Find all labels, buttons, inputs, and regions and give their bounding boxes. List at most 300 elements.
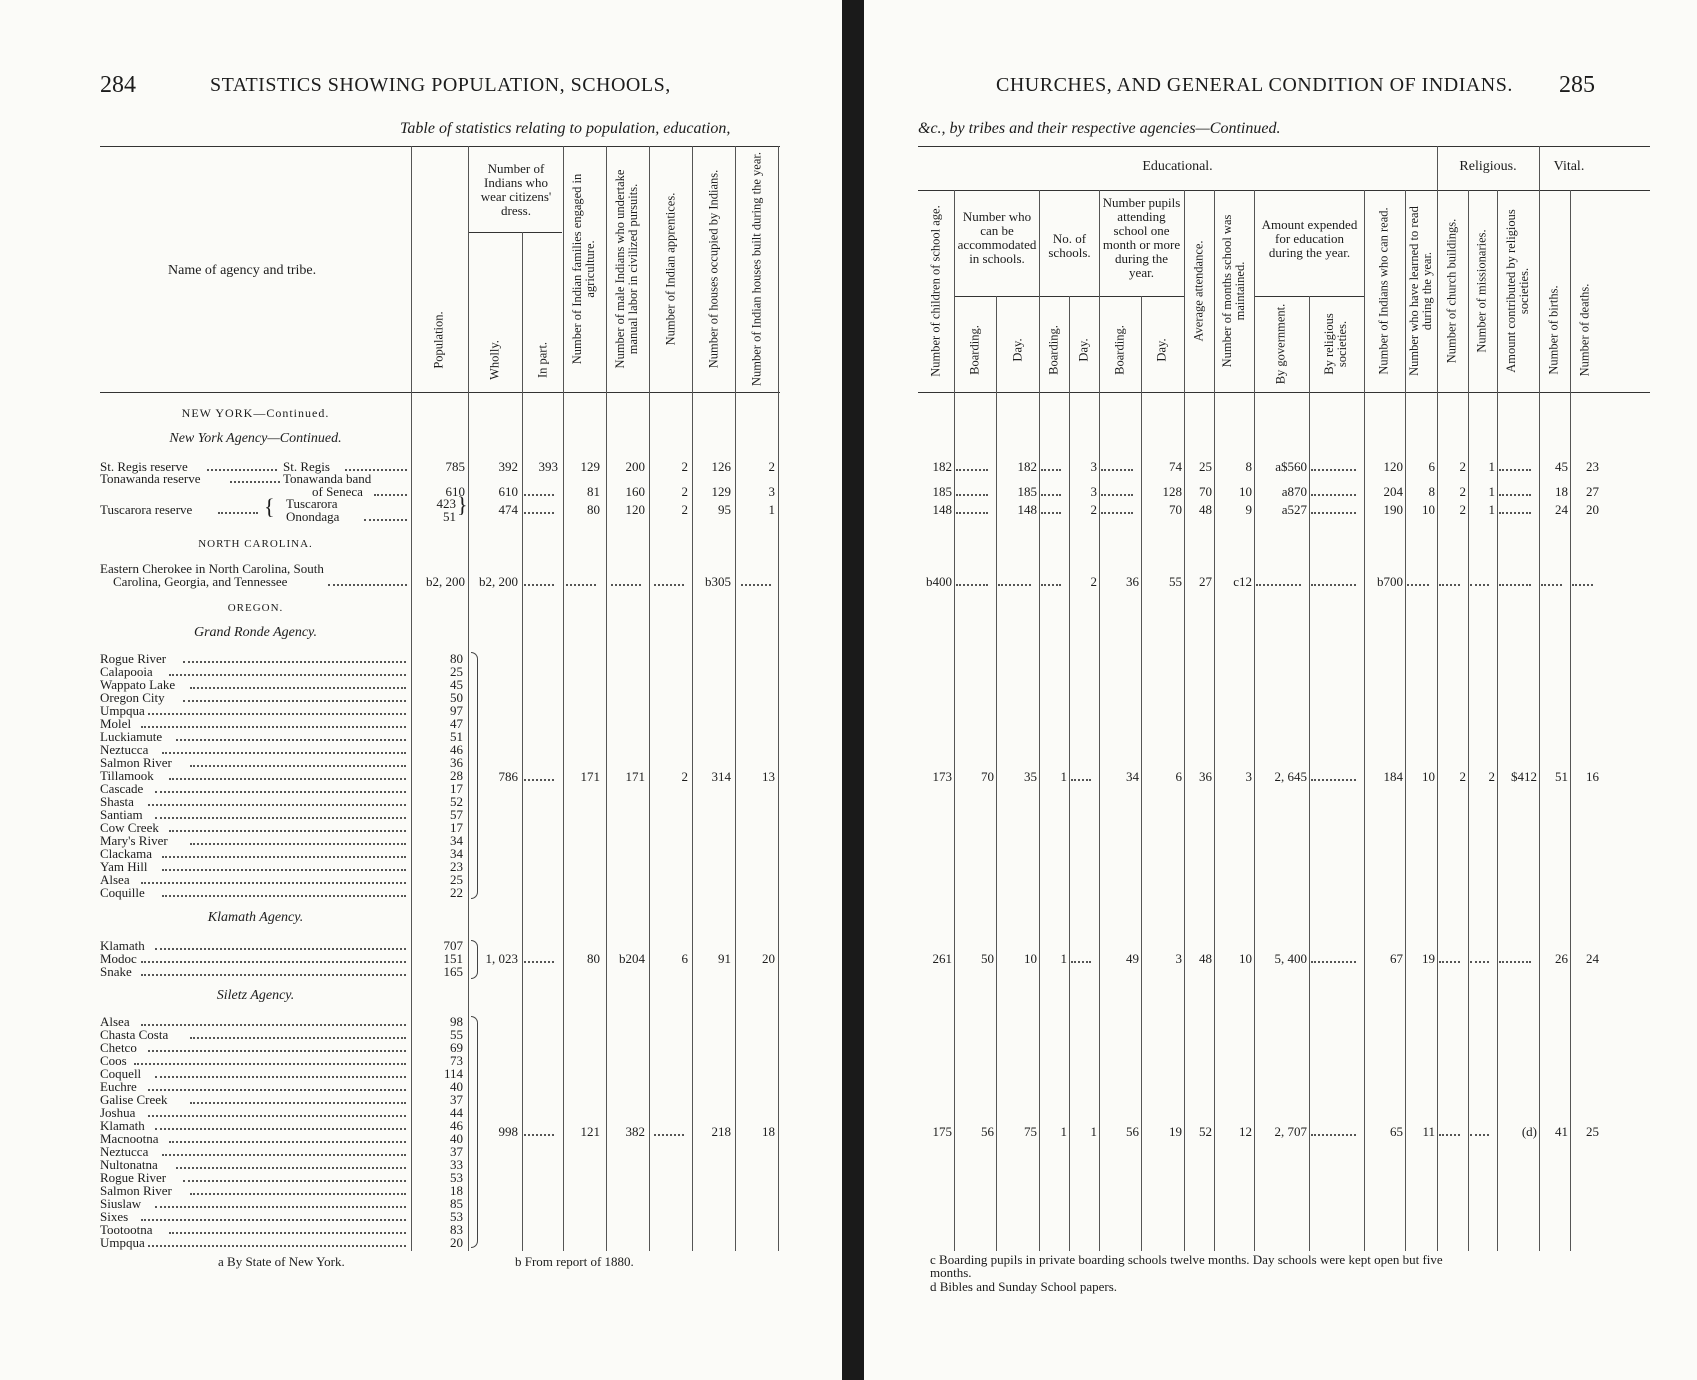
tribe-name: Mary's River xyxy=(100,833,168,848)
leader-dots xyxy=(190,843,406,845)
leader-dots xyxy=(155,1128,406,1130)
leader-dots xyxy=(148,804,406,806)
value-cell: 126 xyxy=(711,459,731,474)
leader-dots xyxy=(1071,779,1091,781)
male-labor-header: Number of male Indians who undertake manual labor in civilized pursuits. xyxy=(613,169,640,369)
leader-dots xyxy=(169,1141,406,1143)
value-cell: 23 xyxy=(1586,459,1599,474)
leader-dots xyxy=(183,661,406,663)
stregis-tribe: St. Regis xyxy=(283,459,330,474)
leader-dots xyxy=(1311,584,1356,586)
value-cell: 18 xyxy=(762,1124,775,1139)
left-page xyxy=(0,0,842,1380)
schools-header: No. of schools. xyxy=(1048,231,1091,260)
population-cell: 50 xyxy=(450,690,463,705)
value-cell: 1 xyxy=(1488,459,1495,474)
cherokee-name: Eastern Cherokee in North Carolina, South xyxy=(100,561,324,576)
leader-dots xyxy=(1439,584,1460,586)
value-cell: 998 xyxy=(498,1124,518,1139)
value-cell: 27 xyxy=(1199,574,1212,589)
population-cell: 51 xyxy=(443,509,456,524)
running-title: STATISTICS SHOWING POPULATION, SCHOOLS, xyxy=(210,74,671,96)
value-cell: 314 xyxy=(711,769,731,784)
tonawanda-reserve: Tonawanda reserve xyxy=(100,471,201,486)
value-cell: 171 xyxy=(580,769,600,784)
tribe-name: Luckiamute xyxy=(100,729,163,744)
value-cell: 24 xyxy=(1586,951,1599,966)
tribe-name: Coos xyxy=(100,1053,127,1068)
value-cell: 3 xyxy=(768,484,775,499)
boarding-header: Boarding. xyxy=(967,325,982,375)
value-cell: 34 xyxy=(1126,769,1139,784)
tribe-name: Snake xyxy=(100,964,132,979)
day-header: Day. xyxy=(1076,338,1091,362)
value-cell: 2 xyxy=(1090,502,1097,517)
leader-dots xyxy=(162,895,406,897)
tribe-name: Rogue River xyxy=(100,651,167,666)
leader-dots xyxy=(207,469,277,471)
leader-dots xyxy=(141,1024,406,1026)
value-cell: 81 xyxy=(587,484,600,499)
leader-dots xyxy=(162,752,406,754)
value-cell: 36 xyxy=(1199,769,1212,784)
leader-dots xyxy=(956,512,988,514)
tribe-name: Euchre xyxy=(100,1079,137,1094)
col-rule xyxy=(411,146,412,1251)
siletz-brace xyxy=(471,1016,478,1248)
leader-dots xyxy=(566,584,596,586)
value-cell: 128 xyxy=(1162,484,1182,499)
header-bottom-rule xyxy=(100,392,780,393)
value-cell: 10 xyxy=(1422,769,1435,784)
col-rule xyxy=(735,146,736,1251)
value-cell: 6 xyxy=(681,951,688,966)
value-cell: 13 xyxy=(762,769,775,784)
leader-dots xyxy=(654,1134,684,1136)
leader-dots xyxy=(524,779,554,781)
table-top-rule xyxy=(100,146,780,147)
tribe-name: Shasta xyxy=(100,794,134,809)
leader-dots xyxy=(169,674,406,676)
grand-ronde-brace xyxy=(471,652,478,899)
wholly-header: Wholly. xyxy=(487,340,502,380)
footnote-c: c Boarding pupils in private boarding schools twelve months. Day schools were kept open but five xyxy=(930,1252,1443,1267)
population-cell: 73 xyxy=(450,1053,463,1068)
tribe-name: Alsea xyxy=(100,872,130,887)
page-number: 285 xyxy=(1559,72,1595,98)
value-cell: 70 xyxy=(981,769,994,784)
can-read-header: Number of Indians who can read. xyxy=(1376,207,1391,375)
apprentices-header: Number of Indian apprentices. xyxy=(663,192,678,346)
value-cell: 1 xyxy=(1090,1124,1097,1139)
cherokee-name-2: Carolina, Georgia, and Tennessee xyxy=(113,574,288,589)
population-cell: 51 xyxy=(450,729,463,744)
tribe-name: Chetco xyxy=(100,1040,137,1055)
population-cell: 22 xyxy=(450,885,463,900)
value-cell: 75 xyxy=(1024,1124,1037,1139)
population-cell: 707 xyxy=(443,938,463,953)
population-cell: 34 xyxy=(450,846,463,861)
header-bottom-rule xyxy=(918,392,1650,393)
leader-dots xyxy=(956,584,988,586)
value-cell: 610 xyxy=(498,484,518,499)
value-cell: 35 xyxy=(1024,769,1037,784)
value-cell: 41 xyxy=(1555,1124,1568,1139)
value-cell: 10 xyxy=(1239,951,1252,966)
leader-dots xyxy=(190,765,406,767)
leader-dots xyxy=(190,1037,406,1039)
leader-dots xyxy=(524,512,554,514)
tribe-name: Coquille xyxy=(100,885,145,900)
col-rule xyxy=(1141,296,1142,1251)
value-cell: 45 xyxy=(1555,459,1568,474)
by-government-header: By government. xyxy=(1273,303,1288,385)
leader-dots xyxy=(183,1180,406,1182)
leader-dots xyxy=(155,1206,406,1208)
tribe-name: Klamath xyxy=(100,1118,145,1133)
value-cell: 6 xyxy=(1428,459,1435,474)
table-subtitle: &c., by tribes and their respective agencies—Continued. xyxy=(918,120,1281,137)
leader-dots xyxy=(1311,512,1356,514)
population-cell: 17 xyxy=(450,781,463,796)
footnote-a: a By State of New York. xyxy=(218,1254,345,1269)
value-cell: 56 xyxy=(1126,1124,1139,1139)
vital-header: Vital. xyxy=(1553,159,1585,174)
citizens-dress-rule xyxy=(469,232,562,233)
religious-header: Religious. xyxy=(1459,159,1517,174)
value-cell: 2, 645 xyxy=(1274,769,1307,784)
footnote-d: d Bibles and Sunday School papers. xyxy=(930,1279,1118,1294)
value-cell: 1 xyxy=(1060,769,1067,784)
leader-dots xyxy=(1541,584,1562,586)
population-cell: 46 xyxy=(450,742,463,757)
value-cell: c12 xyxy=(1233,574,1252,589)
tribe-name: Cow Creek xyxy=(100,820,159,835)
value-cell: 25 xyxy=(1199,459,1212,474)
sub-rule xyxy=(954,296,1122,297)
value-cell: 6 xyxy=(1175,769,1182,784)
population-cell: 80 xyxy=(450,651,463,666)
value-cell: 8 xyxy=(1245,459,1252,474)
leader-dots xyxy=(1470,584,1489,586)
tribe-name: Neztucca xyxy=(100,1144,149,1159)
leader-dots xyxy=(956,494,988,496)
leader-dots xyxy=(1499,494,1531,496)
population-cell: 97 xyxy=(450,703,463,718)
value-cell: 70 xyxy=(1169,502,1182,517)
population-cell: 83 xyxy=(450,1222,463,1237)
tribe-name: Sixes xyxy=(100,1209,129,1224)
tribe-name: Tootootna xyxy=(100,1222,153,1237)
col-rule xyxy=(1539,146,1540,1251)
population-cell: 57 xyxy=(450,807,463,822)
leader-dots xyxy=(1311,494,1356,496)
value-cell: 184 xyxy=(1383,769,1403,784)
attending-header: Number pupils attending school one month or more during the year. xyxy=(1102,195,1181,280)
value-cell: 10 xyxy=(1422,502,1435,517)
table-subtitle: Table of statistics relating to population, education, xyxy=(400,120,731,137)
leader-dots xyxy=(1407,584,1429,586)
leader-dots xyxy=(1499,584,1531,586)
births-header: Number of births. xyxy=(1546,285,1561,375)
value-cell: 185 xyxy=(1017,484,1037,499)
leader-dots xyxy=(524,961,554,963)
col-rule xyxy=(1437,146,1438,1251)
leader-dots xyxy=(176,739,406,741)
tribe-name: Modoc xyxy=(100,951,137,966)
leader-dots xyxy=(956,469,988,471)
leader-dots xyxy=(162,1154,406,1156)
houses-occupied-header: Number of houses occupied by Indians. xyxy=(706,169,721,369)
learned-read-header: Number who have learned to read during the year. xyxy=(1407,206,1434,376)
value-cell: b400 xyxy=(926,574,952,589)
value-cell: a$560 xyxy=(1275,459,1307,474)
leader-dots xyxy=(155,817,406,819)
leader-dots xyxy=(190,1193,406,1195)
accommodated-header: Number who can be accommodated in schools. xyxy=(957,209,1037,266)
population-cell: 98 xyxy=(450,1014,463,1029)
population-cell: 28 xyxy=(450,768,463,783)
leader-dots xyxy=(169,1232,406,1234)
leader-dots xyxy=(1071,961,1091,963)
value-cell: $412 xyxy=(1511,769,1537,784)
col-rule xyxy=(522,232,523,1251)
value-cell: 1 xyxy=(1488,502,1495,517)
value-cell: 70 xyxy=(1199,484,1212,499)
leader-dots xyxy=(1041,469,1061,471)
tribe-name: Tillamook xyxy=(100,768,154,783)
leader-dots xyxy=(183,700,406,702)
value-cell: 182 xyxy=(932,459,952,474)
population-cell: 20 xyxy=(450,1235,463,1250)
sub-rule xyxy=(1100,296,1184,297)
population-cell: 25 xyxy=(450,872,463,887)
value-cell: 67 xyxy=(1390,951,1403,966)
col-rule xyxy=(1254,190,1255,1251)
group-rule xyxy=(918,190,1650,191)
leader-dots xyxy=(230,481,280,483)
educational-header: Educational. xyxy=(1142,159,1213,174)
leader-dots xyxy=(1439,1134,1460,1136)
value-cell: 56 xyxy=(981,1124,994,1139)
population-cell: b2, 200 xyxy=(426,574,465,589)
day-header: Day. xyxy=(1154,338,1169,362)
leader-dots xyxy=(155,948,406,950)
tribe-name: Alsea xyxy=(100,1014,130,1029)
tuscarora-tribe: Tuscarora xyxy=(286,496,338,511)
footnote-c-cont: months. xyxy=(930,1265,972,1280)
population-cell: 33 xyxy=(450,1157,463,1172)
tribe-name: Umpqua xyxy=(100,703,145,718)
value-cell: 171 xyxy=(625,769,645,784)
population-cell: 18 xyxy=(450,1183,463,1198)
value-cell: 382 xyxy=(625,1124,645,1139)
tribe-name: Yam Hill xyxy=(100,859,148,874)
value-cell: 2 xyxy=(1459,459,1466,474)
population-cell: 37 xyxy=(450,1144,463,1159)
value-cell: 129 xyxy=(711,484,731,499)
tribe-name: Salmon River xyxy=(100,1183,172,1198)
col-rule xyxy=(996,296,997,1251)
value-cell: 3 xyxy=(1090,459,1097,474)
population-header: Population. xyxy=(431,311,446,369)
leader-dots xyxy=(141,726,406,728)
leader-dots xyxy=(218,512,258,514)
leader-dots xyxy=(148,1050,406,1052)
population-cell: 45 xyxy=(450,677,463,692)
brace: { xyxy=(264,494,275,519)
value-cell: 80 xyxy=(587,502,600,517)
leader-dots xyxy=(1311,1134,1356,1136)
children-school-age-header: Number of children of school age. xyxy=(928,205,943,377)
value-cell: 204 xyxy=(1383,484,1403,499)
col-rule xyxy=(1099,190,1100,1251)
col-rule xyxy=(1039,190,1040,1251)
section-grand-ronde: Grand Ronde Agency. xyxy=(194,625,317,640)
value-cell: 5, 400 xyxy=(1274,951,1307,966)
population-cell: 610 xyxy=(445,484,465,499)
leader-dots xyxy=(1041,494,1061,496)
section-new-york: NEW YORK—Continued. xyxy=(181,406,330,420)
missionaries-header: Number of missionaries. xyxy=(1474,229,1489,353)
citizens-dress-header: Number of Indians who wear citizens' dress. xyxy=(480,161,552,218)
leader-dots xyxy=(148,713,406,715)
value-cell: b305 xyxy=(705,574,731,589)
population-cell: 40 xyxy=(450,1131,463,1146)
value-cell: 2 xyxy=(1090,574,1097,589)
value-cell: 48 xyxy=(1199,951,1212,966)
day-header: Day. xyxy=(1010,338,1025,362)
leader-dots xyxy=(141,1219,406,1221)
value-cell: 148 xyxy=(1017,502,1037,517)
leader-dots xyxy=(1499,469,1531,471)
tribe-name: Macnootna xyxy=(100,1131,159,1146)
table-top-rule xyxy=(918,146,1650,147)
value-cell: 9 xyxy=(1245,502,1252,517)
population-cell: 36 xyxy=(450,755,463,770)
value-cell: 2, 707 xyxy=(1274,1124,1307,1139)
value-cell: 19 xyxy=(1169,1124,1182,1139)
value-cell: 182 xyxy=(1017,459,1037,474)
value-cell: 10 xyxy=(1239,484,1252,499)
col-rule xyxy=(1184,190,1185,1251)
leader-dots xyxy=(176,1167,406,1169)
population-cell: 17 xyxy=(450,820,463,835)
value-cell: 148 xyxy=(932,502,952,517)
tribe-name: Joshua xyxy=(100,1105,136,1120)
col-rule xyxy=(1309,296,1310,1251)
leader-dots xyxy=(1311,779,1356,781)
value-cell: 160 xyxy=(625,484,645,499)
value-cell: 120 xyxy=(1383,459,1403,474)
population-cell: 37 xyxy=(450,1092,463,1107)
leader-dots xyxy=(190,1102,406,1104)
col-rule xyxy=(954,190,955,1251)
leader-dots xyxy=(155,1076,406,1078)
col-rule xyxy=(1570,190,1571,1251)
value-cell: 1 xyxy=(1488,484,1495,499)
leader-dots xyxy=(141,882,406,884)
population-cell: 52 xyxy=(450,794,463,809)
leader-dots xyxy=(134,1063,406,1065)
leader-dots xyxy=(1470,961,1489,963)
section-siletz: Siletz Agency. xyxy=(216,988,295,1003)
footnote-b: b From report of 1880. xyxy=(515,1254,634,1269)
leader-dots xyxy=(1311,961,1356,963)
col-rule xyxy=(563,146,564,1251)
section-klamath: Klamath Agency. xyxy=(207,910,304,925)
tribe-name: Santiam xyxy=(100,807,143,822)
value-cell: 95 xyxy=(718,502,731,517)
leader-dots xyxy=(148,1245,406,1247)
leader-dots xyxy=(741,584,771,586)
tribe-name: Nultonatna xyxy=(100,1157,158,1172)
leader-dots xyxy=(1101,512,1133,514)
value-cell: 65 xyxy=(1390,1124,1403,1139)
population-cell: 25 xyxy=(450,664,463,679)
tribe-name: Siuslaw xyxy=(100,1196,142,1211)
value-cell: 91 xyxy=(718,951,731,966)
leader-dots xyxy=(524,494,554,496)
tuscarora-reserve: Tuscarora reserve xyxy=(100,502,193,517)
value-cell: 1 xyxy=(1060,1124,1067,1139)
value-cell: 190 xyxy=(1383,502,1403,517)
value-cell: 51 xyxy=(1555,769,1568,784)
col-rule xyxy=(606,146,607,1251)
tribe-name: Rogue River xyxy=(100,1170,167,1185)
tribe-name: Neztucca xyxy=(100,742,149,757)
value-cell: 50 xyxy=(981,951,994,966)
value-cell: 393 xyxy=(538,459,558,474)
population-cell: 23 xyxy=(450,859,463,874)
population-cell: 785 xyxy=(445,459,465,474)
value-cell: a527 xyxy=(1281,502,1307,517)
value-cell: 786 xyxy=(498,769,518,784)
page-number: 284 xyxy=(100,72,136,98)
value-cell: 1, 023 xyxy=(485,951,518,966)
value-cell: 20 xyxy=(762,951,775,966)
leader-dots xyxy=(998,584,1031,586)
value-cell: 52 xyxy=(1199,1124,1212,1139)
value-cell: 12 xyxy=(1239,1124,1252,1139)
tonawanda-tribe-2: of Seneca xyxy=(312,484,363,499)
leader-dots xyxy=(169,778,406,780)
value-cell: 55 xyxy=(1169,574,1182,589)
population-cell: 46 xyxy=(450,1118,463,1133)
value-cell: 24 xyxy=(1555,502,1568,517)
value-cell: 173 xyxy=(932,769,952,784)
tribe-name: Galise Creek xyxy=(100,1092,168,1107)
leader-dots xyxy=(1041,512,1061,514)
in-part-header: In part. xyxy=(535,341,550,379)
value-cell: 16 xyxy=(1586,769,1599,784)
running-title: CHURCHES, AND GENERAL CONDITION OF INDIANS. xyxy=(996,74,1513,96)
value-cell: 19 xyxy=(1422,951,1435,966)
col-rule xyxy=(1364,190,1365,1251)
tribe-name: Umpqua xyxy=(100,1235,145,1250)
klamath-brace xyxy=(471,940,478,979)
value-cell: b700 xyxy=(1377,574,1403,589)
value-cell: a870 xyxy=(1281,484,1307,499)
value-cell: 2 xyxy=(681,502,688,517)
months-school-header: Number of months school was maintained. xyxy=(1220,214,1247,368)
col-rule xyxy=(1069,296,1070,1251)
col-rule xyxy=(778,146,779,1251)
value-cell: 3 xyxy=(1175,951,1182,966)
population-cell: 53 xyxy=(450,1209,463,1224)
leader-dots xyxy=(1311,469,1356,471)
value-cell: 474 xyxy=(498,502,518,517)
